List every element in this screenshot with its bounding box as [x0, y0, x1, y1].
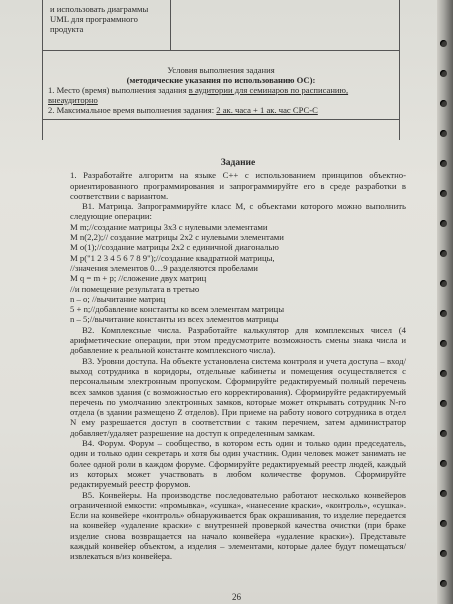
condition-item-1-label: 1. Место (время) выполнения задания: [48, 85, 189, 95]
code-line: M o(1);//создание матрицы 2x2 с единичной диагональю: [70, 242, 279, 253]
binder-hole: [440, 220, 447, 227]
binder-hole: [440, 400, 447, 407]
binder-hole: [440, 340, 447, 347]
variant-b2: В2. Комплексные числа. Разработайте калькулятор для комплексных чисел (4 арифметические операции, при этом предусмотрите возможность смены знака числа и добавление к реальной константе комплексного числа).: [70, 324, 406, 356]
page-number: 26: [232, 592, 241, 602]
condition-item-1: [48, 85, 394, 105]
binder-hole: [440, 490, 447, 497]
assignment-section: [70, 158, 406, 562]
binder-hole: [440, 100, 447, 107]
condition-item-1-place: в аудитории для семинаров по расписанию,: [188, 85, 349, 95]
condition-item-2-label: 2. Максимальное время выполнения задания:: [48, 105, 217, 115]
code-line: //и помещение результата в третью: [70, 283, 200, 294]
assignment-intro: 1. Разработайте алгоритм на языке C++ с использованием принципов объектно-ориентированного программирования и запрограммируйте его в среде разработки в соответствии с вариантом.: [70, 170, 406, 201]
binder-hole: [440, 280, 447, 287]
binder-hole: [440, 520, 447, 527]
assignment-title: Задание: [220, 158, 256, 168]
code-line: M m;//создание матрицы 3x3 с нулевыми элементами: [70, 221, 268, 232]
binder-hole: [440, 130, 447, 137]
code-line: //значения элементов 0…9 разделяются пробелами: [70, 262, 258, 273]
conditions-subtitle: (методические указания по использованию ОС):: [126, 75, 316, 85]
binder-hole: [440, 310, 447, 317]
conditions-title: Условия выполнения задания: [167, 65, 275, 75]
code-line: M q = m + p; //сложение двух матриц: [70, 273, 207, 284]
binder-hole: [440, 70, 447, 77]
code-line: M p("1 2 3 4 5 6 7 8 9");//создание квадратной матрицы,: [70, 252, 275, 263]
table-column-divider: [170, 0, 171, 50]
binder-hole: [440, 370, 447, 377]
condition-item-1-extra: внеаудиторно: [48, 95, 98, 105]
conditions-table: [42, 0, 400, 120]
variant-b1-title: В1. Матрица. Запрограммируйте класс М, с объектами которого можно выполнить следующие операции:: [70, 201, 406, 222]
binder-strip: [437, 0, 453, 604]
binder-hole: [440, 160, 447, 167]
binder-hole: [440, 460, 447, 467]
variant-b4: В4. Форум. Форум – сообщество, в котором есть один и только один председатель, один и только один секретарь и хотя бы один участник. Один человек может занимать не более одной роли в каждом форуме. Сформируйте редактируемый реестр людей, каждый из которых может участвовать в любом количестве форумов. Сформируйте редактируемый реестр форумов.: [70, 438, 406, 490]
binder-hole: [440, 430, 447, 437]
code-line: n – 5;//вычитание константы из всех элементов матрицы: [70, 314, 279, 325]
binder-hole: [440, 550, 447, 557]
variant-b3: В3. Уровни доступа. На объекте установлена система контроля и учета доступа – вход/выход сотрудника в коридоры, отдельные кабинеты и помещения осуществляется с персональным электронным пропуском. Сформируйте редактируемый полный перечень всех замков здания (с возможностью его корректирования). Сформируйте редактируемый перечень по умолчанию электронных замков, которые может открывать сотрудник N-го отдела (в здании размещено Z отделов). При приеме на работу нового сотрудника в отдел N ему разрешается доступ в соответствии с таким перечнем, затем администратор добавляет/удаляет разрешение на доступ к определенным замкам.: [70, 355, 406, 438]
binder-hole: [440, 40, 447, 47]
binder-hole: [440, 190, 447, 197]
code-line: M n(2,2);// создание матрицы 2x2 с нулевыми элементами: [70, 232, 284, 243]
condition-item-2: [48, 105, 394, 115]
condition-item-2-time: 2 ак. часа + 1 ак. час СРС-С: [216, 105, 318, 115]
variant-b5: В5. Конвейеры. На производстве последовательно работают несколько конвейеров ограниченной емкости: «промывка», «сушка», «нанесение краски», «контроль», «сушка». Если на конвейере «контроль» обнаруживается брак окрашивания, то изделие передается на конвейер «удаление краски» с внутренней проверкой качества очистки (при браке изделие снова возвращается на начало конвейера «удаление краски»). Представьте каждый конвейер объектом, а изделия – элементами, которые далее будут помещаться/извлекаться в/из конвейера.: [70, 489, 406, 562]
table-cell-top-left: и использовать диаграммы UML для программного продукта: [50, 4, 149, 34]
binder-hole: [440, 580, 447, 587]
table-row-top: [42, 0, 400, 51]
table-row-conditions: [42, 51, 400, 120]
code-line: 5 + n;//добавление константы ко всем элементам матрицы: [70, 304, 285, 315]
binder-hole: [440, 250, 447, 257]
code-line: n – o; //вычитание матриц: [70, 293, 166, 304]
